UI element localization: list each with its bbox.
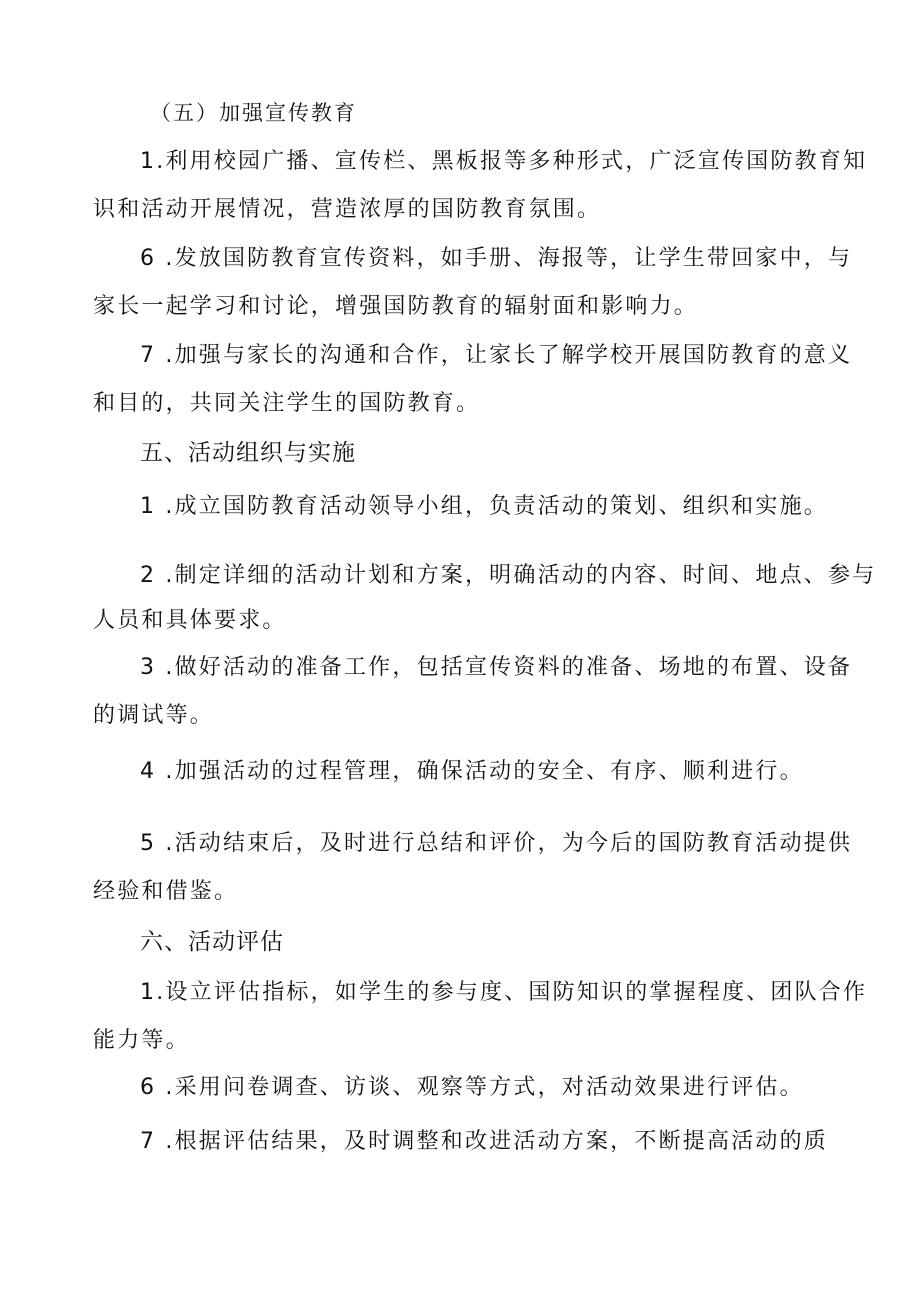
paragraph-line: 人员和具体要求。 <box>93 608 287 633</box>
paragraph-line: 7 .加强与家长的沟通和合作，让家长了解学校开展国防教育的意义 <box>140 343 853 368</box>
section-heading-organization: 五、活动组织与实施 <box>140 440 356 466</box>
paragraph-line: 经验和借鉴。 <box>93 879 239 904</box>
paragraph-line: 7 .根据评估结果，及时调整和改进活动方案，不断提高活动的质 <box>140 1129 828 1154</box>
paragraph-line: 的调试等。 <box>93 703 215 728</box>
paragraph-line: 3 .做好活动的准备工作，包括宣传资料的准备、场地的布置、设备 <box>140 655 853 680</box>
paragraph-line: 5 .活动结束后，及时进行总结和评价，为今后的国防教育活动提供 <box>140 831 853 856</box>
paragraph-line: 1.利用校园广播、宣传栏、黑板报等多种形式，广泛宣传国防教育知 <box>140 149 868 174</box>
paragraph-line: 2 .制定详细的活动计划和方案，明确活动的内容、时间、地点、参与 <box>140 563 877 588</box>
paragraph-line: 1.设立评估指标，如学生的参与度、国防知识的掌握程度、团队合作 <box>140 980 868 1005</box>
paragraph-line: 家长一起学习和讨论，增强国防教育的辐射面和影响力。 <box>93 294 699 319</box>
paragraph-line: 6 .发放国防教育宣传资料，如手册、海报等，让学生带回家中，与 <box>140 246 853 271</box>
paragraph-line: 1 .成立国防教育活动领导小组，负责活动的策划、组织和实施。 <box>140 494 828 519</box>
section-subheading-publicity: （五）加强宣传教育 <box>150 101 357 125</box>
section-heading-evaluation: 六、活动评估 <box>140 929 284 955</box>
paragraph-line: 能力等。 <box>93 1028 190 1053</box>
paragraph-line: 4 .加强活动的过程管理，确保活动的安全、有序、顺利进行。 <box>140 759 804 784</box>
paragraph-line: 和目的，共同关注学生的国防教育。 <box>93 391 481 416</box>
paragraph-line: 6 .采用问卷调查、访谈、观察等方式，对活动效果进行评估。 <box>140 1075 804 1100</box>
paragraph-line: 识和活动开展情况，营造浓厚的国防教育氛围。 <box>93 197 602 222</box>
